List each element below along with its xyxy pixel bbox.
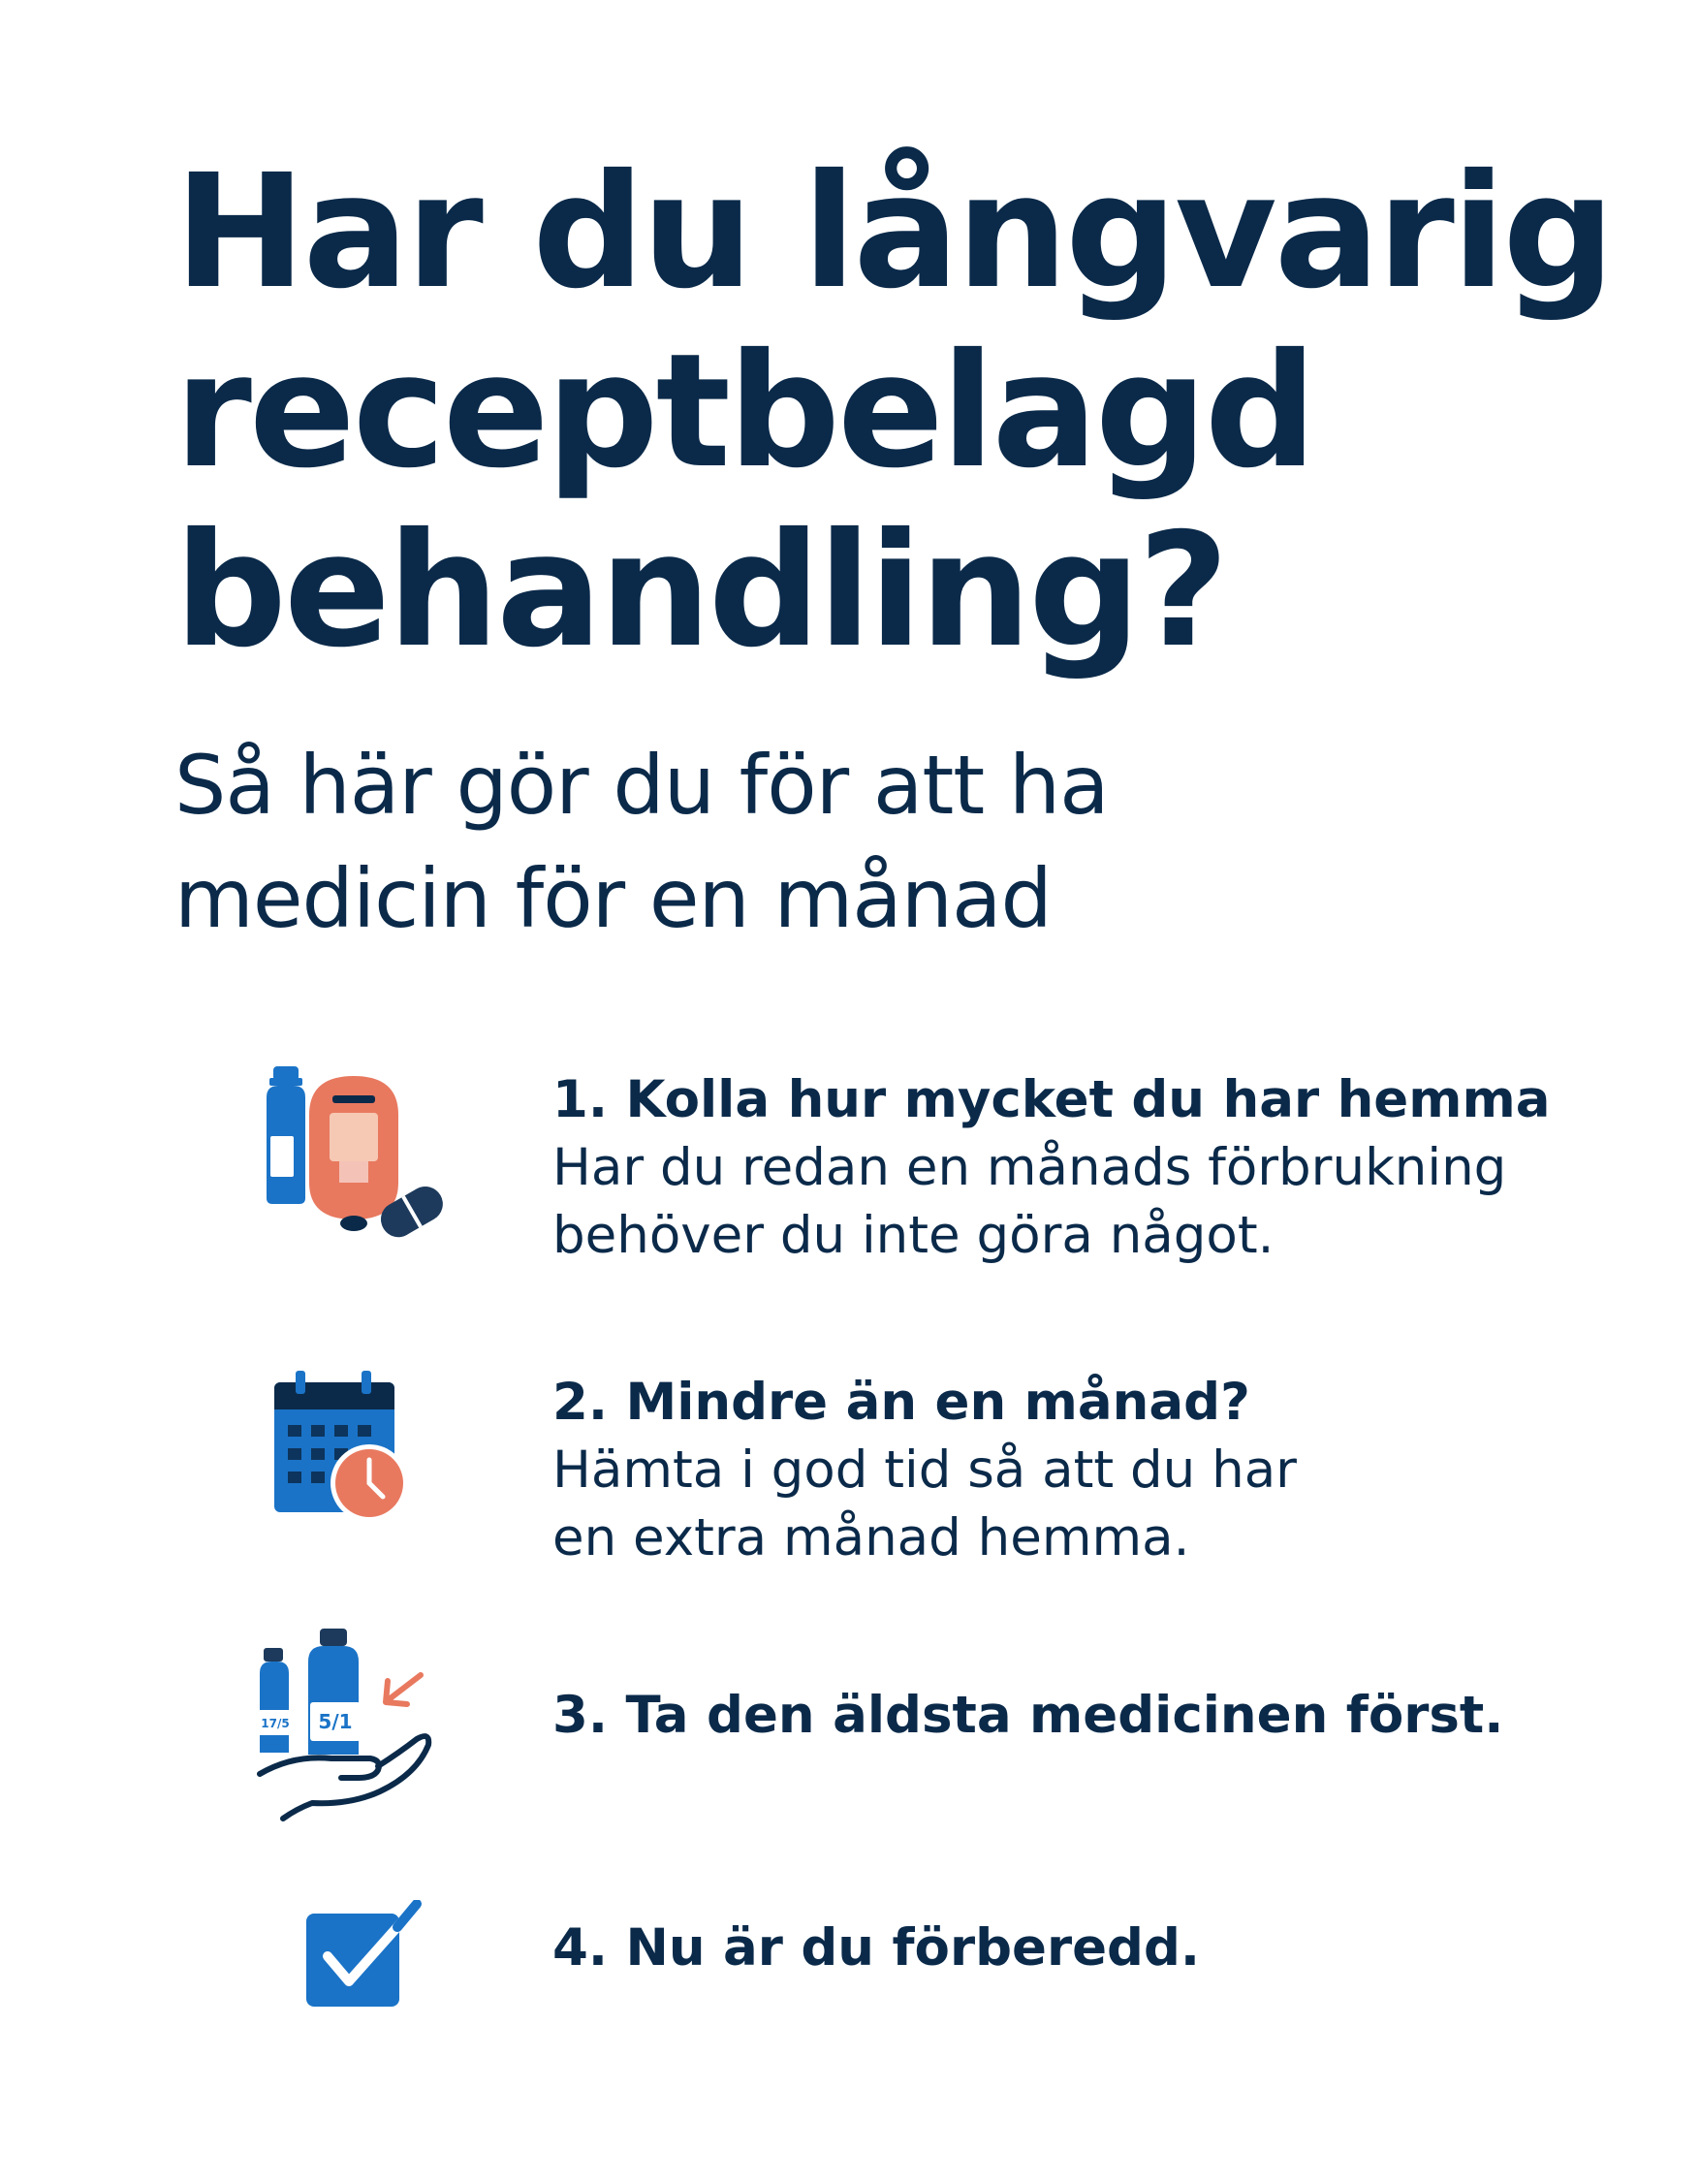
step-1-line-1: Har du redan en månads förbrukning (552, 1138, 1507, 1197)
calendar-clock-icon (267, 1369, 480, 1582)
bottles-in-hand-icon (254, 1629, 467, 1842)
step-2-line-2: en extra månad hemma. (552, 1508, 1190, 1567)
page-subtitle (174, 729, 1531, 956)
step-3-text (552, 1682, 1638, 1750)
step-2-text (552, 1369, 1638, 1572)
bottle-label-1: 17/5 (261, 1717, 290, 1730)
step-3-heading: 3. Ta den äldsta medicinen först. (552, 1686, 1504, 1745)
step-1-heading: 1. Kolla hur mycket du har hemma (552, 1070, 1551, 1129)
page-title (174, 142, 1613, 682)
checkbox-checked-icon (302, 1900, 516, 2113)
step-1-text (552, 1066, 1638, 1270)
step-2-heading: 2. Mindre än en månad? (552, 1373, 1250, 1432)
bottle-label-2: 5/1 (318, 1710, 353, 1733)
subtitle-line-2: medicin för en månad (174, 851, 1052, 946)
title-line-3: behandling? (174, 500, 1227, 682)
step-1-line-2: behöver du inte göra något. (552, 1206, 1275, 1265)
title-line-2: receptbelagd (174, 321, 1314, 503)
step-2-line-1: Hämta i god tid så att du har (552, 1440, 1297, 1500)
medicine-bottle-inhaler-pill-icon (257, 1057, 470, 1270)
title-line-1: Har du långvarig (174, 142, 1613, 324)
subtitle-line-1: Så här gör du för att ha (174, 738, 1109, 833)
step-4-text (552, 1915, 1638, 1982)
step-4-heading: 4. Nu är du förberedd. (552, 1918, 1201, 1978)
